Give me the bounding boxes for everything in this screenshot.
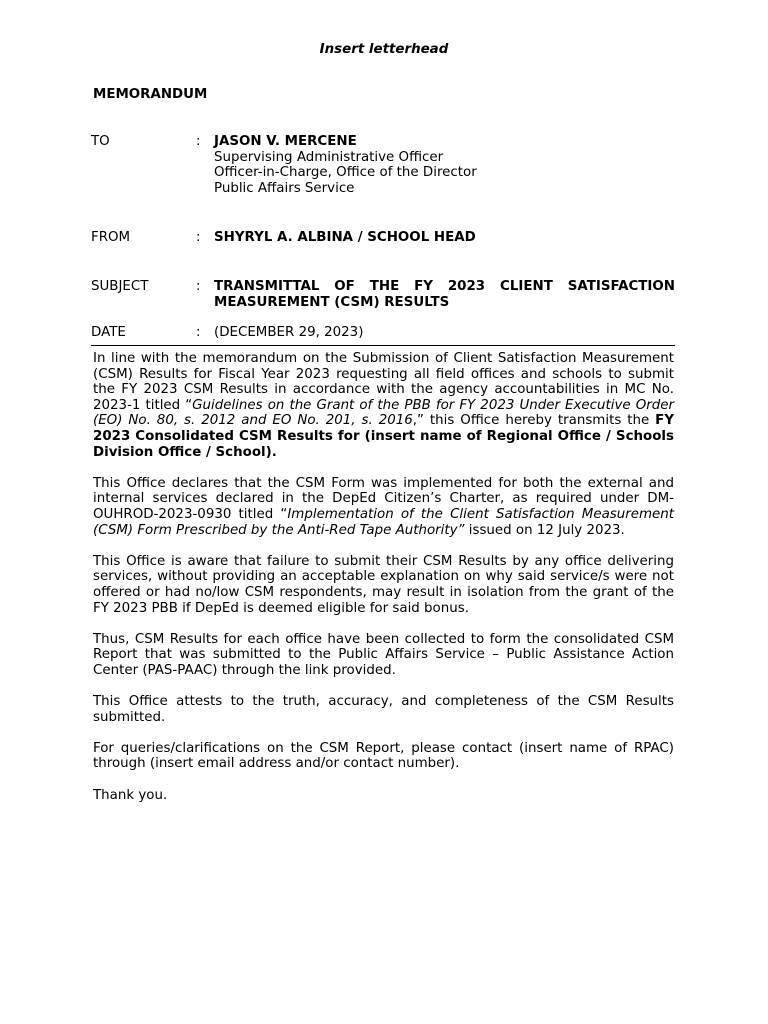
date-colon: :	[196, 325, 201, 340]
paragraph-awareness: This Office is aware that failure to submit their CSM Results by any office delivering services, without providing an acceptable explanation on why said service/s were not offered or had no/low CSM respondents, may result in isolation from the grant of the FY 2023 PBB if DepEd is deemed eligible for said bonus.	[93, 553, 674, 616]
to-label: TO	[91, 134, 110, 149]
paragraph-consolidation: Thus, CSM Results for each office have been collected to form the consolidated CSM Report that was submitted to the Public Affairs Service – Public Assistance Action Center (PAS-PAAC) through the link provided.	[93, 631, 674, 678]
from-colon: :	[196, 230, 201, 245]
subject-value: TRANSMITTAL OF THE FY 2023 CLIENT SATISFACTION MEASUREMENT (CSM) RESULTS	[214, 279, 675, 310]
p1-consolidated-results: FY 2023 Consolidated CSM Results for (insert name of Regional Office / Schools Division Office / School).	[93, 413, 675, 460]
to-position: Supervising Administrative Officer	[214, 149, 444, 165]
paragraph-queries: For queries/clarifications on the CSM Report, please contact (insert name of RPAC) through (insert email address and/or contact number).	[93, 740, 674, 772]
p2-memo-title: Implementation of the Client Satisfaction Measurement (CSM) Form Prescribed by the Anti-Red Tape Authority”	[93, 506, 675, 538]
to-name: JASON V. MERCENE	[214, 134, 357, 149]
to-service: Public Affairs Service	[214, 180, 355, 196]
letterhead-placeholder: Insert letterhead	[319, 42, 449, 57]
from-value: SHYRYL A. ALBINA / SCHOOL HEAD	[214, 230, 476, 245]
p2-text: This Office declares that the CSM Form was implemented for both the external and internal services declared in the DepEd Citizen’s Charter, as required under DM-OUHROD-2023-0930 titled “	[93, 475, 674, 522]
header-divider	[91, 345, 675, 346]
to-office: Officer-in-Charge, Office of the Director	[214, 165, 477, 181]
paragraph-declaration	[93, 476, 674, 538]
subject-colon: :	[196, 279, 201, 294]
p2-text-cont: issued on 12 July 2023.	[464, 522, 625, 538]
memo-body	[93, 351, 674, 803]
paragraph-attestation: This Office attests to the truth, accuracy, and completeness of the CSM Results submitted.	[93, 694, 674, 725]
subject-label: SUBJECT	[91, 279, 149, 294]
closing-thanks: Thank you.	[93, 787, 168, 803]
to-colon: :	[196, 134, 201, 149]
to-value	[214, 134, 675, 196]
date-label: DATE	[91, 325, 126, 340]
p1-text-cont: ,” this Office hereby transmits the	[412, 413, 656, 429]
p1-text: In line with the memorandum on the Submission of Client Satisfaction Measurement (CSM) Results for Fiscal Year 2023 requesting all field offices and schools to submit the FY 2023 CSM Results in accordance with the agency accountabilities in MC No. 2023-1 titled “	[93, 351, 674, 413]
paragraph-transmittal	[93, 351, 674, 460]
p1-guidelines-title: Guidelines on the Grant of the PBB for FY 2023 Under Executive Order (EO) No. 80, s. 2012 and EO No. 201, s. 2016	[93, 397, 674, 429]
memo-title: MEMORANDUM	[93, 87, 208, 102]
date-value: (DECEMBER 29, 2023)	[214, 325, 364, 340]
from-label: FROM	[91, 230, 131, 245]
